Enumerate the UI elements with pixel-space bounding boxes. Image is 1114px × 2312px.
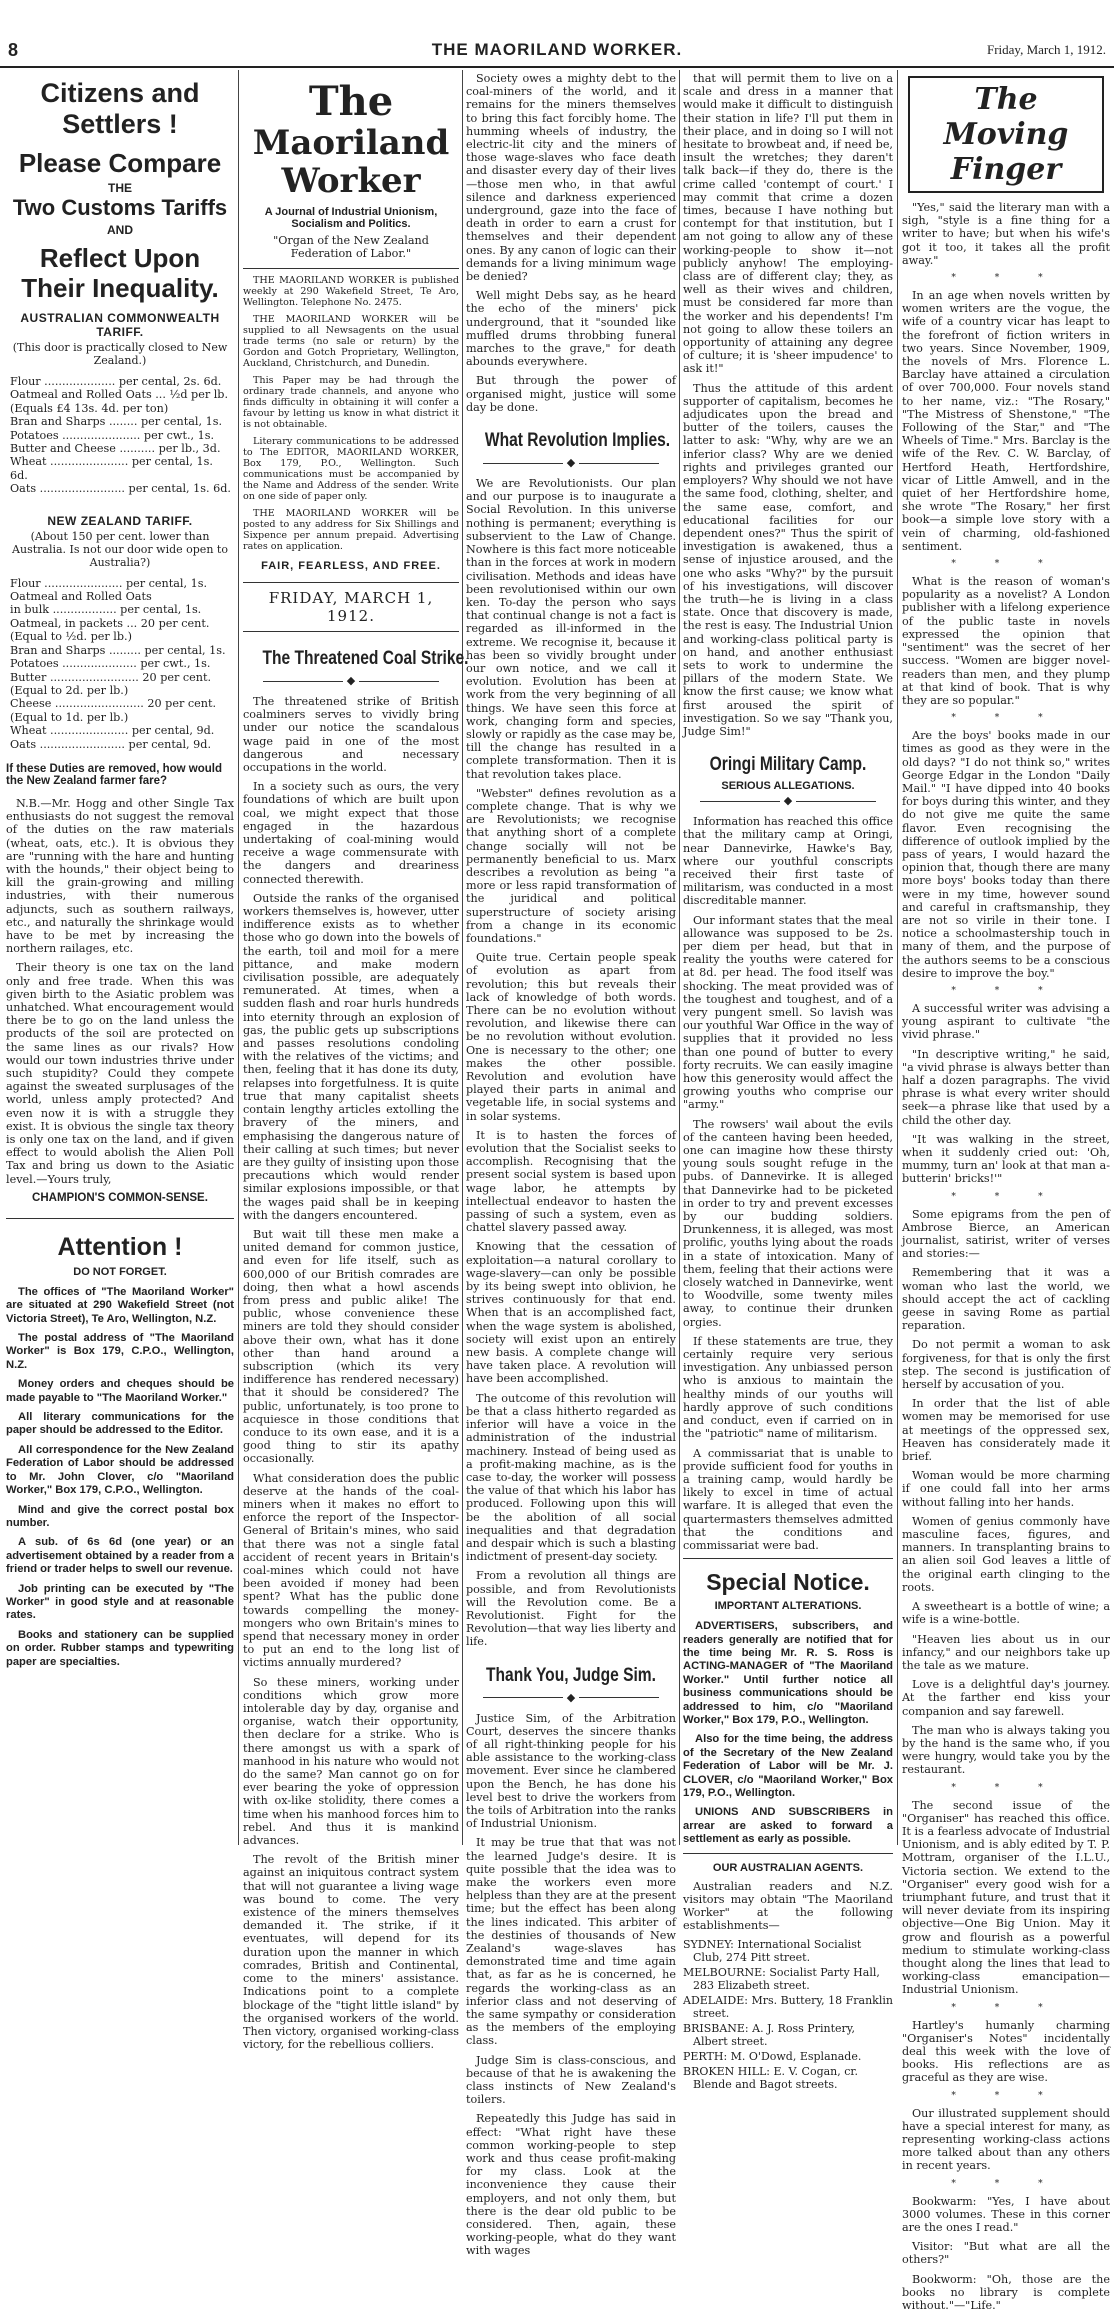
column-paragraph: Our illustrated supplement should have a special interest for many, as representing working-class actions more talked about than any others in recent years. (902, 2106, 1110, 2173)
headline-the: THE (108, 181, 132, 195)
headline-oringi-camp: Oringi Military Camp. (709, 754, 867, 776)
list-item: (Equal to 2d. per lb.) (10, 683, 129, 697)
column-paragraph: Hartley's humanly charming "Organiser's Notes" incidentally deal this week with the love of books. His reflections are as graceful as they are wise. (902, 2018, 1110, 2085)
list-item: in bulk .................. per cental, 1s. (10, 603, 202, 617)
attention-item: Money orders and cheques should be made payable to "The Maoriland Worker." (6, 1378, 234, 1404)
column-paragraph: Do not permit a woman to ask forgiveness, for that is only the first step. The second is justification of herself by accusation of you. (902, 1338, 1110, 1392)
star-separator: * * * (951, 1782, 1061, 1793)
column-revolution (466, 72, 676, 2258)
column-paragraph: What is the reason of woman's popularity as a novelist? A London publisher with a lifelong experience of the public taste in novels expressed the opinion that "sentiment" was the secret of her success. "Women are bigger novel-readers than men, and they plump at that kind of book. That is why they are so popular." (902, 575, 1110, 707)
divider-ornament: ◆ (243, 674, 459, 687)
aus-tariff-title: AUSTRALIAN COMMONWEALTH TARIFF. (20, 311, 220, 339)
column-paragraph: In order that the list of able women may be memorised for use at meetings of the oppressed sex, Heaven has considerately made it brief. (902, 1397, 1110, 1464)
column-paragraph: Woman would be more charming if one could fall into her arms without falling into her hands. (902, 1469, 1110, 1509)
list-item: Flour .................... per cental, 2s. 6d. (10, 375, 222, 388)
editorial-dateline: FRIDAY, MARCH 1, 1912. (243, 582, 459, 632)
nameplate-title: Maoriland Worker (252, 123, 450, 201)
list-item: Flour ...................... per cental, 1s. (10, 576, 208, 590)
article-paragraph: Outside the ranks of the organised workers themselves is, however, utter indifference exists as to whether those who go down into the bowels of the earth, toil and moil for a mere pittance, and make modern civilisation possible, are adequately remunerated. At times, when a sudden flash and roar hurls hundreds into eternity through an explosion of gas, the public gets up subscriptions and passes resolutions condoling with the relatives of the victims; and then, feeling that it has done its duty, relapses into forgetfulness. It is quite true that many capitalist sheets contain lengthy articles extolling the bravery of the miners, and emphasising the dangerous nature of their calling at such times; but never are they guilty of insisting upon those precautions which would render similar explosions impossible, or that the wages paid shall be in keeping with the dangers encountered. (243, 891, 459, 1222)
agent-entry: SYDNEY: International Socialist Club, 274 Pitt street. (683, 1938, 862, 1965)
page-number: 8 (8, 40, 19, 60)
headline-please-compare: Please Compare (18, 148, 222, 178)
agent-entry: MELBOURNE: Socialist Party Hall, 283 Elizabeth street. (683, 1966, 880, 1993)
article-paragraph: Thus the attitude of this ardent supporter of capitalism, becomes he adjudicates upon the bread and butter of the toilers, causes the latter to ask: "Why, why are we an inferior class? Why are we denied rights and privileges granted our employers? Why should we not have the same food, clothing, shelter, and the same ease, comfort, and educational facilities for our dependent ones?" Thus the spirit of investigation is awakened, thus a sense of injustice aroused, and the one who asks "Why?" by the pursuit of his investigations, will discover the truth—he is living in a class state. Once that discovery is made, the rest is easy. The Industrial Union and working-class political party is on hand, and another enthusiast sets to work to undermine the pillars of the modern State. We know the first cause; we know what first aroused the spirit of investigation. So we say "Thank you, Judge Sim!" (683, 381, 893, 738)
column-paragraph: "It was walking in the street, when it suddenly cried out: 'Oh, mummy, turn an' look at that man a-butterin' bricks!'" (902, 1132, 1110, 1186)
column-divider (897, 70, 898, 1845)
list-item: (Equals £4 13s. 4d. per ton) (10, 401, 169, 415)
notice-paragraph: UNIONS AND SUBSCRIBERS in arrear are asked to forward a settlement as early as possible. (683, 1806, 893, 1846)
star-separator: * * * (951, 273, 1061, 284)
article-paragraph: N.B.—Mr. Hogg and other Single Tax enthusiasts do not suggest the removal of the duties on the raw materials (wheat, oats, etc.). It is obvious they are "running with the hare and hunting with the hounds," their object being to kill the grain-growing and milling industries, with their numerous adjuncts, such as southern railways, etc., and naturally the shrinkage would have to be met by increasing the northern railages, etc. (6, 796, 234, 956)
nameplate-organ: "Organ of the New Zealand Federation of Labor." (273, 234, 429, 260)
column-divider (462, 70, 463, 1845)
letter-signature: CHAMPION'S COMMON-SENSE. (32, 1191, 208, 1204)
attention-title: Attention ! (57, 1232, 183, 1261)
attention-item: Mind and give the correct postal box number. (6, 1503, 234, 1529)
star-separator: * * * (951, 985, 1061, 996)
column-paragraph: Women of genius commonly have masculine faces, figures, and manners. In transplanting brains to an alien soil God leaves a little of the original earth clinging to the roots. (902, 1514, 1110, 1594)
nameplate-the: The (308, 78, 394, 125)
article-paragraph: From a revolution all things are possible, and from Revolutionists will the Revolution come. Be a Revolutionist. Fight for the Revolution—that way lies liberty and life. (466, 1569, 676, 1649)
agent-entry: PERTH: M. O'Dowd, Esplanade. (683, 2050, 862, 2064)
column-oringi (683, 72, 893, 2092)
article-paragraph: The rowsers' wail about the evils of the canteen having been heeded, one can imagine how these thirsty young souls sought refuge in the pubs. of Dannevirke. It is alleged that Dannevirke had to be picketed in order to try and prevent excesses by our budding soldiers. Drunkenness, it is alleged, was most prolific, youths lying about the roads in a state of intoxication. Many of them, feeling that their actions were closely watched in Dannevirke, went to Woodville, some twenty miles away, to continue their drunken orgies. (683, 1117, 893, 1329)
headline-two-tariffs: Two Customs Tariffs (12, 195, 228, 220)
imprint-paragraph: THE MAORILAND WORKER will be posted to any address for Six Shillings and Sixpence per annum prepaid. Advertising rates on application. (243, 508, 459, 552)
subheading-alterations: IMPORTANT ALTERATIONS. (714, 1600, 862, 1613)
agent-entry: BROKEN HILL: E. V. Cogan, cr. Blende and Bagot streets. (683, 2065, 858, 2092)
column-divider (238, 70, 239, 1845)
star-separator: * * * (951, 2090, 1061, 2101)
article-paragraph: Justice Sim, of the Arbitration Court, deserves the sincere thanks of all right-thinking people for his able assistance to the working-class movement. Ever since he clambered upon the Bench, he has done his level best to drive the workers from the toils of Arbitration into the ranks of Industrial Unionism. (466, 1711, 676, 1831)
article-paragraph: Quite true. Certain people speak of evolution as apart from revolution; this but reveals their lack of knowledge of both words. There can be no evolution without revolution, and likewise there can be no revolution without evolution. One is necessary to the other; one makes the other possible. Revolution and evolution have played their parts in animal and vegetable life, in social systems and in solar systems. (466, 951, 676, 1123)
agent-entry: ADELAIDE: Mrs. Buttery, 18 Franklin street. (683, 1994, 893, 2021)
star-separator: * * * (951, 1191, 1061, 1202)
list-item: (Equal to 1d. per lb.) (10, 710, 129, 724)
list-item: Potatoes ..................... per cwt., 1s. (10, 657, 211, 671)
column-tariffs (6, 72, 234, 1851)
list-item: (Equal to ½d. per lb.) (10, 630, 132, 644)
attention-item: The postal address of "The Maoriland Worker" is Box 179, C.P.O., Wellington, N.Z. (6, 1332, 234, 1371)
article-paragraph: The threatened strike of British coalminers serves to vividly bring under our notice the scandalous wage paid in one of the most dangerous and necessary occupations in the world. (243, 695, 459, 775)
column-paragraph: "Yes," said the literary man with a sigh, "style is a fine thing for a writer to have; but when his wife's got it too, it takes all the profit away." (902, 201, 1110, 267)
attention-item: Books and stationery can be supplied on order. Rubber stamps and typewriting paper are specialties. (6, 1628, 234, 1668)
notice-paragraph: Also for the time being, the address of the Secretary of the New Zealand Federation of Labor will be Mr. J. CLOVER, c/o "Maoriland Worker," Box 179, P.O., Wellington. (683, 1733, 893, 1799)
article-paragraph: Their theory is one tax on the land only and free trade. When this was given birth to the Asiatic problem was unhatched. What encouragement would there be to go on the land unless the products of the soil are protected on the same lines as our rivals? How would our town industries thrive under such stupidity? Could they compete against the sweated surplusages of the world, unless amply protected? And even now it is with a struggle they exist. It is obvious the single tax theory is only one tax on the land, and if given effect to would abolish the Alien Poll Tax and bring us down to the Asiatic level.—Yours truly, (6, 961, 234, 1186)
column-paragraph: Some epigrams from the pen of Ambrose Bierce, an American journalist, satirist, writer of verses and stories:— (902, 1207, 1110, 1261)
nameplate-tagline: A Journal of Industrial Unionism, Socialism and Politics. (264, 206, 438, 230)
page-masthead (0, 40, 1114, 66)
list-item: Oatmeal, in packets ... 20 per cent. (10, 616, 210, 630)
imprint-paragraph: Literary communications to be addressed to The EDITOR, MAORILAND WORKER, Box 179, P.O., Wellington. Such communications must be accompanied by the Name and Address of the sender. Write on one side of paper only. (243, 436, 459, 502)
column-moving-finger (902, 72, 1110, 2312)
article-paragraph: Judge Sim is class-conscious, and because of that he is awakening the class instincts of New Zealand's toilers. (466, 2053, 676, 2107)
column-paragraph: Bookwarm: "Yes, I have about 3000 volumes. These in this corner are the ones I read." (902, 2194, 1110, 2235)
column-paragraph: The man who is always taking you by the hand is the same who, if you were hungry, would take you by the restaurant. (902, 1723, 1110, 1777)
divider-ornament: ◆ (466, 1691, 676, 1704)
list-item: Oatmeal and Rolled Oats ... ½d per lb. (10, 388, 229, 402)
star-separator: * * * (951, 2178, 1061, 2189)
article-paragraph: The revolt of the British miner against an iniquitous contract system that will not guarantee a living wage was bound to come. The very existence of the miners themselves demanded it. The strike, if it eventuates, will depend for its duration upon the manner in which comrades, British and Continental, come to the miners' assistance. Indications point to a complete blockage of the "tight little island" by the organised workers of the world. Then victory, organised working-class victory, for the rebellious colliers. (243, 1853, 459, 2052)
list-item: Cheese ......................... 20 per cent. (10, 697, 217, 711)
headline-judge-sim: Thank You, Judge Sim. (486, 1664, 656, 1686)
column-paragraph: Remembering that it was a woman who last the world, we should accept the act of cackling geese in saving Rome as partial reparation. (902, 1266, 1110, 1333)
agents-intro: Australian readers and N.Z. visitors may obtain "The Maoriland Worker" at the following establishments— (683, 1879, 893, 1933)
article-paragraph: So these miners, working under conditions which grow more intolerable day by day, organise and organise, watch their opportunity, then declare for a strike. Who is there amongst us with a spark of manhood in his nature who would not do the same? Man cannot go on for ever bearing the yoke of oppression with ox-like stolidity, there comes a time when his manhood forces him to rebel. And thus it is mankind advances. (243, 1675, 459, 1848)
article-paragraph: We are Revolutionists. Our plan and our purpose is to inaugurate a Social Revolution. In this universe nothing is permanent; everything is subservient to the Law of Change. Nowhere is this fact more noticeable than in the forces at work in modern civilisation. Methods and ideas have been revolutionised within our own ken. To-day the person who says that continual change is not a fact is regarded as ill-informed in the extreme. We recognise it, because it has been so vividly brought under our own notice, and we call it evolution. Evolution has been at work from the very beginning of all things. We have seen this force at work, changing form and species, slowly or rapidly as the case may be, till the change has resulted in a complete transformation. Then it is that revolution takes place. (466, 477, 676, 781)
attention-item: The offices of "The Maoriland Worker" are situated at 290 Wakefield Street (not Victoria Street), Te Aro, Wellington, N.Z. (6, 1285, 234, 1325)
issue-date: Friday, March 1, 1912. (986, 42, 1106, 57)
notice-paragraph: ADVERTISERS, subscribers, and readers generally are notified that for the time being Mr. R. S. Ross is ACTING-MANAGER of "The Maoriland Worker." Until further notice all business communications should be addressed to him, c/o "Maoriland Worker," Box 179, P.O., Wellington. (683, 1620, 893, 1726)
tariff-question: If these Duties are removed, how would the New Zealand farmer fare? (6, 762, 222, 787)
article-paragraph: Society owes a mighty debt to the coal-miners of the world, and it remains for the miners themselves to bring this fact forcibly home. The humming wheels of industry, the electric-lit city and the miners of those wage-slaves who face death and disaster every day of their lives—those men who, in that awful silence and darkness experienced underground, gaze into the face of death in order to earn a crust for themselves and their dependent ones. By any canon of logic can their demands for a living minimum wage be denied? (466, 72, 676, 284)
imprint-paragraph: THE MAORILAND WORKER will be supplied to all Newsagents on the usual trade terms (no sale or return) by the Gordon and Gotch Proprietary, Wellington, Auckland, Christchurch, and Dunedin. (243, 314, 459, 369)
article-paragraph: The outcome of this revolution will be that a class hitherto regarded as inferior will have a voice in the administration of the industrial machinery. Instead of being used as a profit-making machine, as is the case to-day, the worker will possess the value of that which his labor has produced. Following upon this will be the abolition of all social inequalities and that degradation and despair which is such a blasting indictment of present-day society. (466, 1391, 676, 1564)
list-item: Wheat ...................... per cental, 9d. (10, 724, 215, 738)
moving-finger-heading-box (908, 76, 1104, 193)
article-paragraph: Well might Debs say, as he heard the echo of the miners' pick underground, that it "sounded like muffled drums throbbing funeral marches to the grave," for death abounds everywhere. (466, 289, 676, 369)
moving-finger-title: The Moving Finger (943, 82, 1069, 187)
paper-title: THE MAORILAND WORKER. (431, 40, 683, 59)
list-item: Oats ........................ per cental, 1s. 6d. (10, 482, 231, 496)
nz-tariff-list (6, 577, 234, 751)
imprint-paragraph: This Paper may be had through the ordinary trade channels, and anyone who finds difficulty in obtaining it will confer a favour by letting us know in what district it is not obtainable. (243, 375, 459, 430)
aus-tariff-list (6, 375, 234, 496)
headline-coal-strike: The Threatened Coal Strike. (262, 648, 469, 669)
article-paragraph: But wait till these men make a united demand for common justice, and even for life itself, such as 600,000 of our British comrades are doing, then what a howl ascends from press and public alike! The public, whose convenience these miners are told they should consider above their own, what has it done other than hand around a subscription (which its very indifference has rendered necessary) that it should be considered? The public, unfortunately, is too prone to acquiesce in those conditions that conduce to its own ease, and it is a good thing to stir its apathy occasionally. (243, 1227, 459, 1466)
attention-item: All literary communications for the paper should be addressed to the Editor. (6, 1411, 234, 1437)
article-paragraph: Repeatedly this Judge has said in effect: "What right have these common working-people to step work and thus cease profit-making for my class. Look at the inconvenience they cause their employers, and not only them, but there is the dear old public to be considered. Then, again, these working-people, what do they want with wages (466, 2112, 676, 2258)
star-separator: * * * (951, 559, 1061, 570)
nz-tariff-title: NEW ZEALAND TARIFF. (47, 513, 193, 528)
attention-item: A sub. of 6s 6d (one year) or an advertisement obtained by a reader from a friend or trader helps to swell our revenue. (6, 1536, 234, 1576)
agents-title: OUR AUSTRALIAN AGENTS. (712, 1861, 864, 1874)
paper-motto: FAIR, FEARLESS, AND FREE. (261, 560, 441, 572)
aus-tariff-note: (This door is practically closed to New Zealand.) (12, 341, 228, 367)
article-paragraph: What consideration does the public deserve at the hands of the coal-miners when it makes no effort to enforce the report of the Inspector-General of Britain's mines, who said that there was not a single fatal accident of recent years in Britain's coal-mines which could not have been avoided if money had been spent? What has the public done towards compelling the money-mongers who own Britain's mines to spend that necessary money in order to put an end to the long list of victims annually murdered? (243, 1471, 459, 1670)
list-item: Butter and Cheese .......... per lb., 3d. (10, 442, 221, 456)
attention-item: Job printing can be executed by "The Worker" in good style and at reasonable rates. (6, 1582, 234, 1622)
article-paragraph: A commissariat that is unable to provide sufficient food for youths in a training camp, would hardly be likely to excel in time of actual warfare. It is alleged that even the quartermasters themselves admitted that the conditions and commissariat were bad. (683, 1446, 893, 1552)
article-paragraph: that will permit them to live on a scale and dress in a manner that would make it difficult to distinguish their station in life? I'll put them in their place, and in doing so I will not hesitate to browbeat and, if need be, insult the wretches; they daren't talk back—if they do, there is the crime called 'contempt of court.' I may commit that crime a dozen times, because I have nothing but contempt for that institution, but I am not going to allow any of these working-people to show it—not publicly anyhow! The employing-class are of different clay; they, as well as their wives and children, must be considered far more than the worker and his dependents! I'm not going to allow these toilers an opportunity of attaining any degree of culture; it is 'sheer impudence' to ask it!" (683, 72, 893, 376)
article-paragraph: "Webster" defines revolution as a complete change. That is why we are Revolutionists; we recognise that anything short of a complete change socially will not be permanently beneficial to us. Marx describes a revolution as being "a more or less rapid transformation of the juridical and political superstructure of society arising from a change in its economic foundations." (466, 786, 676, 945)
article-paragraph: Information has reached this office that the military camp at Oringi, near Dannevirke, Hawke's Bay, where our youthful conscripts received their first taste of militarism, was conducted in a most discreditable manner. (683, 815, 893, 908)
star-separator: * * * (951, 2002, 1061, 2013)
attention-item: All correspondence for the New Zealand Federation of Labor should be addressed to Mr. John Clover, c/o "Maoriland Worker," Box 179, C.P.O., Wellington. (6, 1443, 234, 1497)
article-paragraph: Our informant states that the meal allowance was supposed to be 2s. per diem per head, but that in reality the youths were catered for at 8d. per head. The food itself was shocking. The meat provided was of the toughest and toughest, and of a very pungent smell. So lavish was our youthful War Office in the way of supplies that it provided no less than one pound of butter to every forty recruits. We can easily imagine how this generosity would affect the growing youths who comprise our "army." (683, 913, 893, 1112)
star-separator: * * * (951, 713, 1061, 724)
column-paragraph: "In descriptive writing," he said, "a vivid phrase is always better than half a dozen paragraphs. The vivid phrase is what every writer should seek—a phrase like that used by a child the other day. (902, 1047, 1110, 1127)
column-paragraph: Love is a delightful day's journey. At the farther end kiss your companion and say farewell. (902, 1678, 1110, 1718)
article-paragraph: It is to hasten the forces of evolution that the Socialist seeks to accomplish. Recognising that the present social system is based upon wage labor, he attempts by intellectual endeavor to hasten the passing of such a system, even as chattel slavery passed away. (466, 1128, 676, 1235)
attention-subtitle: DO NOT FORGET. (73, 1265, 167, 1278)
column-paragraph: "Heaven lies about us in our infancy," and our neighbors take up the tale as we mature. (902, 1632, 1110, 1672)
column-editorial (243, 72, 469, 2052)
list-item: Butter ......................... 20 per cent. (10, 670, 212, 684)
subheading-allegations: SERIOUS ALLEGATIONS. (721, 780, 855, 793)
column-paragraph: Bookworm: "Oh, those are the books no library is complete without."—"Life." (902, 2272, 1110, 2312)
column-divider (679, 70, 680, 1845)
column-paragraph: The second issue of the "Organiser" has reached this office. It is a fearless advocate of Industrial Unionism, and is ably edited by T. P. Mottram, organiser of the I.L.U., Victoria section. We extend to the "Organiser" every good wish for a triumphant future, and trust that it will never deviate from its inspiring objective—One Big Union. May it grow and flourish as a powerful medium to stimulate working-class thought along the lines that lead to working-class emancipation—Industrial Unionism. (902, 1798, 1110, 1997)
column-paragraph: Are the boys' books made in our times as good as they were in the old days? "I do not think so," writes George Edgar in the London "Daily Mail." "I have dipped into 40 books for boys during this winter, and they do not give me quite the same flavor. Even recognising the difference of outlook implied by the pass of years, I would hazard the opinion that, though there are many more boys' books today than there were in my time, however sound and careful in craftsmanship, they are not so virile in their tone. I notice a schoolmastership touch in many of them, and the purpose of the authors seems to be a conscious desire to improve the boy." (902, 729, 1110, 980)
headline-and: AND (107, 223, 133, 237)
headline-special-notice: Special Notice. (706, 1569, 870, 1596)
list-item: Bran and Sharps ........ per cental, 1s. (10, 415, 222, 429)
column-paragraph: A successful writer was advising a young aspirant to cultivate "the vivid phrase." (902, 1001, 1110, 1042)
nz-tariff-note: (About 150 per cent. lower than Australia. Is not our door wide open to Australia?) (12, 529, 228, 569)
divider-ornament: ◆ (466, 456, 676, 469)
imprint-paragraph: THE MAORILAND WORKER is published weekly at 290 Wakefield Street, Te Aro, Wellington. Telephone No. 2475. (243, 275, 459, 308)
article-paragraph: But through the power of organised might, justice will some day be done. (466, 374, 676, 414)
article-paragraph: Knowing that the cessation of exploitation—a natural corollary to wage-slavery—can only be possible by its being swept into oblivion, he strives continuously for that end. When that is an accomplished fact, when the wage system is abolished, society will exist upon an entirely new basis. A complete change will have taken place. A revolution will have been accomplished. (466, 1240, 676, 1386)
agent-entry: BRISBANE: A. J. Ross Printery, Albert street. (683, 2022, 856, 2049)
list-item: Bran and Sharps ......... per cental, 1s. (10, 643, 226, 657)
divider-ornament: ◆ (683, 794, 893, 807)
article-paragraph: It may be true that that was not the learned Judge's desire. It is quite possible that the idea was to make the workers even more helpless than they are at the present time; but the effect has been along the lines indicated. This arbiter of the destinies of thousands of New Zealand's wage-slaves has demonstrated time and time again that, as far as he is concerned, he regards the working-class as an inferior class and not deserving of the same sympathy or consideration as the members of the employing class. (466, 1836, 676, 2048)
column-paragraph: A sweetheart is a bottle of wine; a wife is a wine-bottle. (902, 1600, 1110, 1627)
headline-revolution: What Revolution Implies. (484, 430, 671, 452)
list-item: Oats ........................ per cental, 9d. (10, 737, 212, 751)
headline-citizens: Citizens and Settlers ! (40, 78, 200, 139)
list-item: Wheat ...................... per cental, 1s. 6d. (10, 455, 213, 482)
article-paragraph: In a society such as ours, the very foundations of which are built upon coal, we might expect that those engaged in the hazardous undertaking of coal-mining would receive a wage commensurate with the dangers and dreariness connected therewith. (243, 780, 459, 886)
headline-reflect: Reflect Upon Their Inequality. (21, 243, 219, 303)
article-paragraph: If these statements are true, they certainly require very serious investigation. Any unbiassed person who is anxious to maintain the healthy minds of our youths will hardly approve of such conditions and conduct, even if carried on in the "patriotic" name of militarism. (683, 1334, 893, 1441)
masthead-rule (0, 66, 1114, 68)
column-paragraph: Visitor: "But what are all the others?" (902, 2240, 1110, 2267)
column-paragraph: In an age when novels written by women writers are the vogue, the wife of a country vicar has leapt to the forefront of fiction writers in two years. Since November, 1909, the novels of Mrs. Florence L. Barclay have attained a circulation of over 700,000. Four novels stand to her name, viz.: "The Rosary," "The Mistress of Shenstone," "The Following of the Star," and "The Wheels of Time." Mrs. Barclay is the wife of the Rev. C. W. Barclay, of Hertford Heath, Hertfordshire, vicar of Little Amwell, and in the quiet of her Hertfordshire home, she wrote "The Rosary," her first book—a simple love story with a vein of charming, old-fashioned sentiment. (902, 289, 1110, 553)
list-item: Oatmeal and Rolled Oats (10, 590, 152, 604)
list-item: Potatoes ...................... per cwt., 1s. (10, 428, 215, 442)
